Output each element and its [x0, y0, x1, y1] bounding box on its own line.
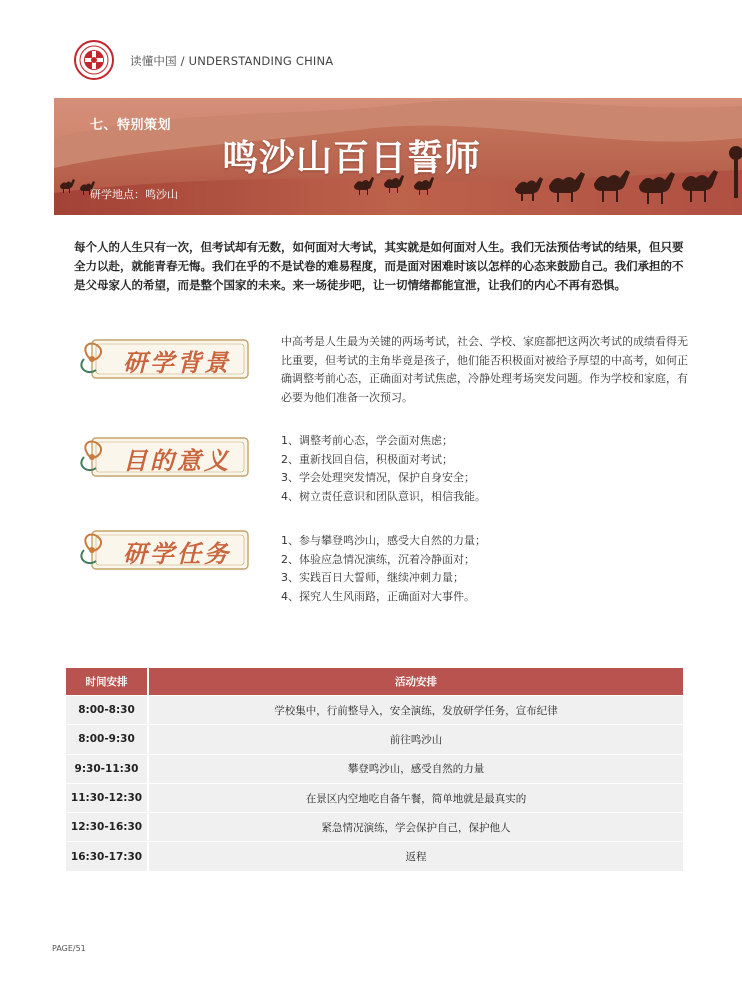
list-item: 4、探究人生风雨路，正确面对大事件。: [281, 589, 475, 603]
intro-paragraph: 每个人的人生只有一次，但考试却有无数，如何面对大考试，其实就是如何面对人生。我们无法预估考试的结果，但只要全力以赴，就能青春无悔。我们在乎的不是试卷的难易程度，而是面对困难时该以怎样的心态来鼓励自己。我们承担的不是父母家人的希望，而是整个国家的未来。来一场徒步吧，让一切情绪都能宣泄，让我们的内心不再有恐惧。: [74, 240, 684, 292]
badge-label-tasks: 研学任务: [123, 539, 231, 568]
banner-title: 鸣沙山百日誓师: [222, 137, 482, 179]
schedule-table: [66, 668, 683, 871]
badge-tasks: [72, 527, 258, 573]
time-cell: 8:00-8:30: [66, 696, 148, 725]
list-item: 2、重新找回自信，积极面对考试；: [281, 452, 453, 466]
header-title: 读懂中国 / UNDERSTANDING CHINA: [130, 54, 334, 68]
list-item: 4、树立责任意识和团队意识，相信我能。: [281, 489, 486, 503]
table-row: [66, 754, 683, 783]
column-header-activity: 活动安排: [148, 668, 683, 696]
table-row: [66, 813, 683, 842]
time-cell: 8:00-9:30: [66, 725, 148, 754]
activity-cell: 攀登鸣沙山，感受自然的力量: [148, 754, 683, 783]
page-header: [74, 40, 674, 80]
badge-purpose: [72, 434, 258, 480]
list-item: 1、调整考前心态，学会面对焦虑；: [281, 434, 453, 447]
table-row: [66, 842, 683, 871]
section-label: 七、特别策划: [90, 118, 172, 133]
background-text: 中高考是人生最为关键的两场考试，社会、学校、家庭都把这两次考试的成绩看得无比重要，但考试的主角毕竟是孩子，他们能否积极面对被给予厚望的中高考，如何正确调整考前心态，正确面对考试焦虑，冷静处理考场突发问题。作为学校和家庭，有必要为他们准备一次预习。: [281, 335, 688, 404]
purpose-list: [281, 432, 691, 506]
time-cell: 11:30-12:30: [66, 783, 148, 812]
activity-cell: 在景区内空地吃自备午餐，简单地就是最真实的: [148, 783, 683, 812]
activity-cell: 学校集中，行前整导入，安全演练，发放研学任务，宣布纪律: [148, 696, 683, 725]
list-item: 3、实践百日大誓师，继续冲刺力量；: [281, 571, 464, 584]
activity-cell: 前往鸣沙山: [148, 725, 683, 754]
badge-label-purpose: 目的意义: [123, 446, 231, 475]
circle-emblem-icon: [74, 40, 114, 80]
banner: [54, 98, 742, 215]
activity-cell: 返程: [148, 842, 683, 871]
table-row: [66, 696, 683, 725]
location-label: 研学地点：鸣沙山: [90, 188, 178, 201]
badge-label-background: 研学背景: [123, 348, 231, 377]
list-item: 1、参与攀登鸣沙山，感受大自然的力量；: [281, 534, 486, 547]
table-row: [66, 725, 683, 754]
page-number: PAGE/51: [52, 944, 86, 953]
list-item: 3、学会处理突发情况，保护自身安全；: [281, 471, 475, 484]
time-cell: 12:30-16:30: [66, 813, 148, 842]
column-header-time: 时间安排: [66, 668, 148, 696]
list-item: 2、体验应急情况演练，沉着冷静面对；: [281, 552, 475, 566]
activity-cell: 紧急情况演练，学会保护自己，保护他人: [148, 813, 683, 842]
badge-background: [72, 336, 258, 382]
tasks-list: [281, 532, 691, 606]
table-header-row: [66, 668, 683, 696]
table-row: [66, 783, 683, 812]
time-cell: 9:30-11:30: [66, 754, 148, 783]
time-cell: 16:30-17:30: [66, 842, 148, 871]
